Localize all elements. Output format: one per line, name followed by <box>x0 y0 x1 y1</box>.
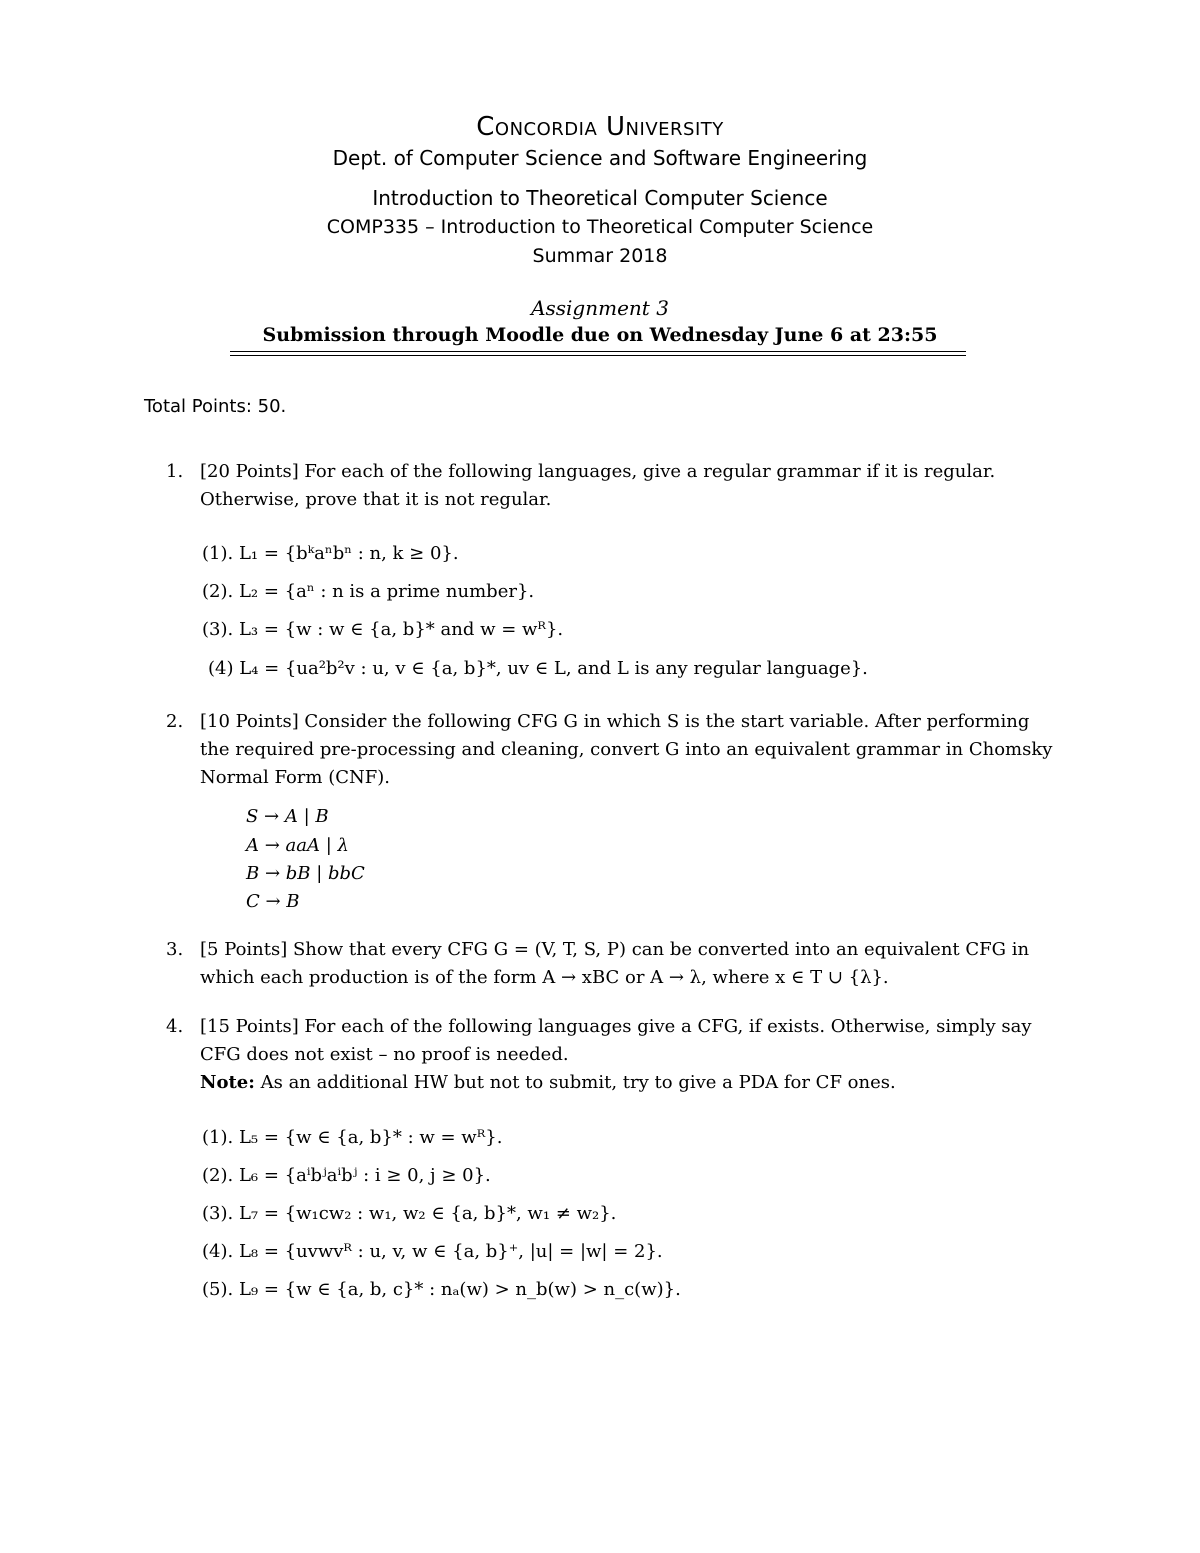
list-item: (3). L₇ = {w₁cw₂ : w₁, w₂ ∈ {a, b}*, w₁ ≠ w₂}. <box>202 1203 617 1224</box>
list-item: (4). L₈ = {uvwvᴿ : u, v, w ∈ {a, b}⁺, |u| = |w| = 2}. <box>202 1241 663 1262</box>
list-item: (4) L₄ = {ua²b²v : u, v ∈ {a, b}*, uv ∈ L, and L is any regular language}. <box>208 658 868 679</box>
university-name: Concordia University <box>476 112 724 142</box>
note-label: Note: <box>200 1072 255 1093</box>
term: Summar 2018 <box>532 245 668 267</box>
double-rule-top <box>230 351 966 352</box>
note-text: As an additional HW but not to submit, try to give a PDA for CF ones. <box>260 1072 896 1093</box>
list-item: (2). L₂ = {aⁿ : n is a prime number}. <box>202 581 535 602</box>
course-title: Introduction to Theoretical Computer Science <box>372 186 828 210</box>
grammar-rule: B → bB | bbC <box>246 863 365 884</box>
total-points: Total Points: 50. <box>144 396 287 417</box>
note <box>200 1069 1056 1097</box>
department-name: Dept. of Computer Science and Software Engineering <box>332 146 868 170</box>
question-text: [20 Points] For each of the following languages, give a regular grammar if it is regular. Otherwise, prove that it is not regular. <box>200 461 996 510</box>
list-item: (5). L₉ = {w ∈ {a, b, c}* : nₐ(w) > n_b(w) > n_c(w)}. <box>202 1279 681 1300</box>
question-number: 2. <box>166 711 184 732</box>
list-item: (2). L₆ = {aⁱbʲaⁱbʲ : i ≥ 0, j ≥ 0}. <box>202 1165 491 1186</box>
due-date: Submission through Moodle due on Wednesday June 6 at 23:55 <box>262 324 938 346</box>
question-text: [10 Points] Consider the following CFG G in which S is the start variable. After performing the required pre-processing and cleaning, convert G into an equivalent grammar in Chomsky Normal Form (CNF). <box>200 711 1053 788</box>
assignment-title: Assignment 3 <box>531 296 669 320</box>
question-number: 4. <box>166 1016 184 1037</box>
double-rule-bottom <box>230 355 966 356</box>
question-number: 1. <box>166 461 184 482</box>
grammar-rule: S → A | B <box>246 806 329 827</box>
grammar-rule: A → aaA | λ <box>246 835 349 856</box>
course-code: COMP335 – Introduction to Theoretical Computer Science <box>326 216 874 238</box>
list-item: (3). L₃ = {w : w ∈ {a, b}* and w = wᴿ}. <box>202 619 564 640</box>
list-item: (1). L₅ = {w ∈ {a, b}* : w = wᴿ}. <box>202 1127 503 1148</box>
question-number: 3. <box>166 939 184 960</box>
question-text: [5 Points] Show that every CFG G = (V, T, S, P) can be converted into an equivalent CFG in which each production is of the form A → xBC or A → λ, where x ∈ T ∪ {λ}. <box>200 939 1030 988</box>
grammar-rule: C → B <box>246 891 300 912</box>
list-item: (1). L₁ = {bᵏaⁿbⁿ : n, k ≥ 0}. <box>202 543 459 564</box>
question-text: [15 Points] For each of the following languages give a CFG, if exists. Otherwise, simply say CFG does not exist – no proof is needed. <box>200 1016 1032 1065</box>
